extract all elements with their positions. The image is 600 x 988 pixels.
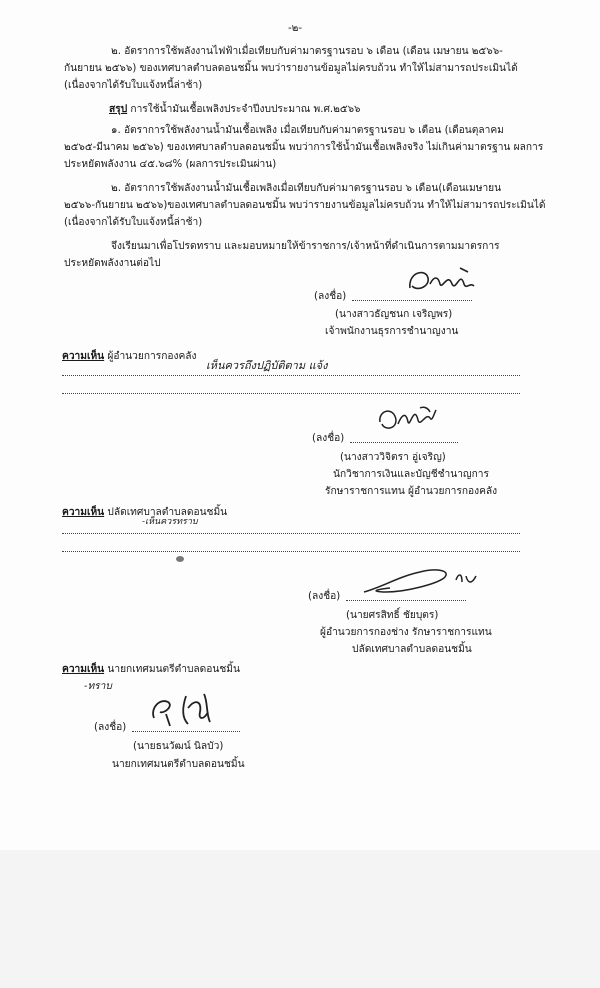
summary-label: สรุป	[109, 104, 128, 115]
opinion-2-label: ความเห็น	[62, 507, 105, 518]
opinion-3-handwritten: -ทราบ	[84, 681, 112, 692]
opinion-1-heading	[62, 350, 197, 364]
opinion-1-line-2	[62, 393, 520, 394]
sign-line-1	[352, 300, 472, 301]
signer-4-name: (นายธนวัฒน์ นิลบัว)	[133, 741, 224, 752]
fuel2-line-2: ๒๕๖๖-กันยายน ๒๕๖๖)ของเทศบาลตำบลดอนชมิ้น พบว่ารายงานข้อมูลไม่ครบถ้วน ทำให้ไม่สามารถประเมินได้	[64, 200, 546, 211]
opinion-2-handwritten: -เห็นควรทราบ	[142, 517, 198, 527]
ink-smudge	[176, 556, 184, 562]
electric-line-1: ๒. อัตราการใช้พลังงานไฟฟ้าเมื่อเทียบกับค่ามาตรฐานรอบ ๖ เดือน (เดือน เมษายน ๒๕๖๖-	[111, 46, 503, 57]
closing-line-2: ประหยัดพลังงานต่อไป	[64, 258, 161, 269]
sign-line-3	[346, 600, 466, 601]
signer-2-name: (นางสาววิจิตรา อู่เจริญ)	[340, 452, 446, 463]
sign-label-2: (ลงชื่อ)	[312, 433, 345, 444]
sign-line-4	[132, 731, 240, 732]
opinion-1-title: ผู้อำนวยการกองคลัง	[104, 351, 197, 362]
signer-4-position: นายกเทศมนตรีตำบลดอนชมิ้น	[112, 759, 245, 770]
opinion-2-title: ปลัดเทศบาลตำบลดอนชมิ้น	[104, 507, 228, 518]
signature-3	[360, 562, 480, 598]
page-bottom-margin	[0, 850, 600, 988]
signer-1-name: (นางสาวธัญชนก เจริญพร)	[335, 309, 453, 320]
signature-4	[146, 688, 226, 730]
sign-label-1: (ลงชื่อ)	[314, 291, 347, 302]
opinion-3-label: ความเห็น	[62, 664, 105, 675]
signer-3-acting: ปลัดเทศบาลตำบลดอนชมิ้น	[352, 644, 472, 655]
fuel1-line-2: ๒๕๖๕-มีนาคม ๒๕๖๖) ของเทศบาลตำบลดอนชมิ้น พบว่าการใช้น้ำมันเชื้อเพลิงจริง ไม่เกินค่ามาตรฐาน ผลการ	[64, 142, 544, 153]
sign-label-3: (ลงชื่อ)	[308, 591, 341, 602]
page-number: -๒-	[288, 23, 303, 34]
signer-3-name: (นายศรสิทธิ์ ชัยบุตร)	[346, 610, 439, 621]
signer-3-position: ผู้อำนวยการกองช่าง รักษาราชการแทน	[320, 627, 492, 638]
fuel2-line-1: ๒. อัตราการใช้พลังงานน้ำมันเชื้อเพลิงเมื่อเทียบกับค่ามาตรฐานรอบ ๖ เดือน(เดือนเมษายน	[111, 183, 502, 194]
signer-2-acting: รักษาราชการแทน ผู้อำนวยการกองคลัง	[325, 486, 498, 497]
summary-heading	[109, 103, 361, 117]
signature-2	[374, 398, 444, 438]
opinion-3-title: นายกเทศมนตรีตำบลดอนชมิ้น	[104, 664, 240, 675]
opinion-1-line-1	[62, 375, 520, 376]
opinion-2-line-1	[62, 533, 520, 534]
fuel1-line-1: ๑. อัตราการใช้พลังงานน้ำมันเชื้อเพลิง เมื่อเทียบกับค่ามาตรฐานรอบ ๖ เดือน (เดือนตุลาคม	[111, 125, 504, 136]
signer-1-position: เจ้าพนักงานธุรการชำนาญงาน	[325, 326, 459, 337]
signer-2-position: นักวิชาการเงินและบัญชีชำนาญการ	[333, 469, 489, 480]
electric-line-2: กันยายน ๒๕๖๖) ของเทศบาลตำบลดอนชมิ้น พบว่ารายงานข้อมูลไม่ครบถ้วน ทำให้ไม่สามารถประเมินได้	[64, 63, 518, 74]
fuel1-line-3: ประหยัดพลังงาน ๔๕.๖๘% (ผลการประเมินผ่าน)	[64, 159, 277, 170]
summary-text: การใช้น้ำมันเชื้อเพลิงประจำปีงบประมาณ พ.ศ.๒๕๖๖	[127, 104, 361, 115]
opinion-1-handwritten: เห็นควรถึงปฏิบัติตาม แจ้ง	[206, 359, 328, 372]
sign-label-4: (ลงชื่อ)	[94, 722, 127, 733]
opinion-3-heading	[62, 663, 240, 677]
sign-line-2	[350, 442, 458, 443]
fuel2-line-3: (เนื่องจากได้รับใบแจ้งหนี้ล่าช้า)	[64, 217, 203, 228]
electric-line-3: (เนื่องจากได้รับใบแจ้งหนี้ล่าช้า)	[64, 80, 203, 91]
opinion-2-line-2	[62, 551, 520, 552]
signature-1	[398, 262, 488, 300]
opinion-1-label: ความเห็น	[62, 351, 105, 362]
closing-line-1: จึงเรียนมาเพื่อโปรดทราบ และมอบหมายให้ข้าราชการ/เจ้าหน้าที่ดำเนินการตามมาตรการ	[111, 241, 500, 252]
